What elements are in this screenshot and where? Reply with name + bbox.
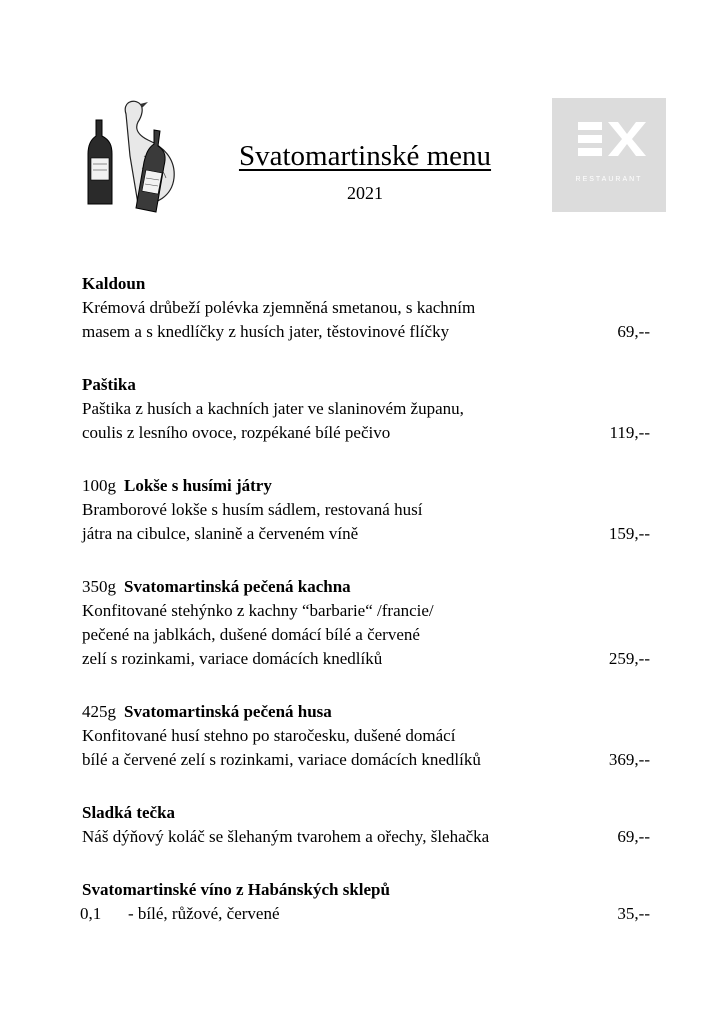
item-description-line: zelí s rozinkami, variace domácích knedlíků — [82, 649, 383, 668]
menu-list — [82, 272, 662, 955]
item-description-line: coulis z lesního ovoce, rozpékané bílé pečivo — [82, 423, 391, 442]
klub-ex-restaurant-logo — [552, 98, 666, 212]
item-name: Kaldoun — [82, 274, 146, 293]
item-description-line: masem a s knedlíčky z husích jater, těstovinové flíčky — [82, 322, 450, 341]
wine-row — [82, 902, 662, 926]
menu-item — [82, 700, 662, 772]
item-price: 35,-- — [617, 904, 650, 923]
item-description-line: Konfitované husí stehno po staročesku, dušené domácí — [82, 726, 456, 745]
item-price: 119,-- — [609, 423, 650, 442]
item-price: 69,-- — [617, 322, 650, 341]
item-name: Paštika — [82, 375, 136, 394]
goose-and-wine-bottles-illustration — [82, 96, 192, 214]
menu-item — [82, 575, 662, 671]
item-name: Svatomartinská pečená kachna — [124, 577, 351, 596]
item-weight: 425g — [82, 702, 116, 721]
menu-item — [82, 474, 662, 546]
menu-item — [82, 801, 662, 849]
item-description-line: Paštika z husích a kachních jater ve slaninovém županu, — [82, 399, 464, 418]
item-name: Sladká tečka — [82, 803, 176, 822]
item-price: 259,-- — [608, 649, 650, 668]
item-description-line: Bramborové lokše s husím sádlem, restovaná husí — [82, 500, 423, 519]
menu-year: 2021 — [347, 183, 383, 203]
item-name: Lokše s husími játry — [124, 476, 272, 495]
item-description-line: Náš dýňový koláč se šlehaným tvarohem a ořechy, šlehačka — [82, 827, 490, 846]
item-price: 69,-- — [617, 827, 650, 846]
item-price: 159,-- — [608, 524, 650, 543]
item-weight: 350g — [82, 577, 116, 596]
item-description-line: játra na cibulce, slanině a červeném víně — [82, 524, 359, 543]
logo-restaurant-text: RESTAURANT — [575, 176, 643, 183]
item-description-line: Konfitované stehýnko z kachny “barbarie“ /francie/ — [82, 601, 434, 620]
wine-volume: 0,1 — [80, 904, 102, 923]
item-price: 369,-- — [608, 750, 650, 769]
menu-item — [82, 272, 662, 344]
item-description-line: pečené na jablkách, dušené domácí bílé a červené — [82, 625, 420, 644]
item-name: Svatomartinská pečená husa — [124, 702, 332, 721]
goose-and-wine-bottles-icon — [82, 96, 192, 214]
menu-title: Svatomartinské menu — [238, 140, 492, 172]
item-description-line: bílé a červené zelí s rozinkami, variace domácích knedlíků — [82, 750, 481, 769]
menu-item-wine — [82, 878, 662, 926]
item-name: Svatomartinské víno z Habánských sklepů — [82, 880, 390, 899]
wine-kinds: - bílé, růžové, červené — [128, 904, 280, 923]
menu-item — [82, 373, 662, 445]
ex-logo-icon — [552, 98, 666, 212]
item-description-line: Krémová drůbeží polévka zjemněná smetanou, s kachním — [82, 298, 476, 317]
item-weight: 100g — [82, 476, 116, 495]
